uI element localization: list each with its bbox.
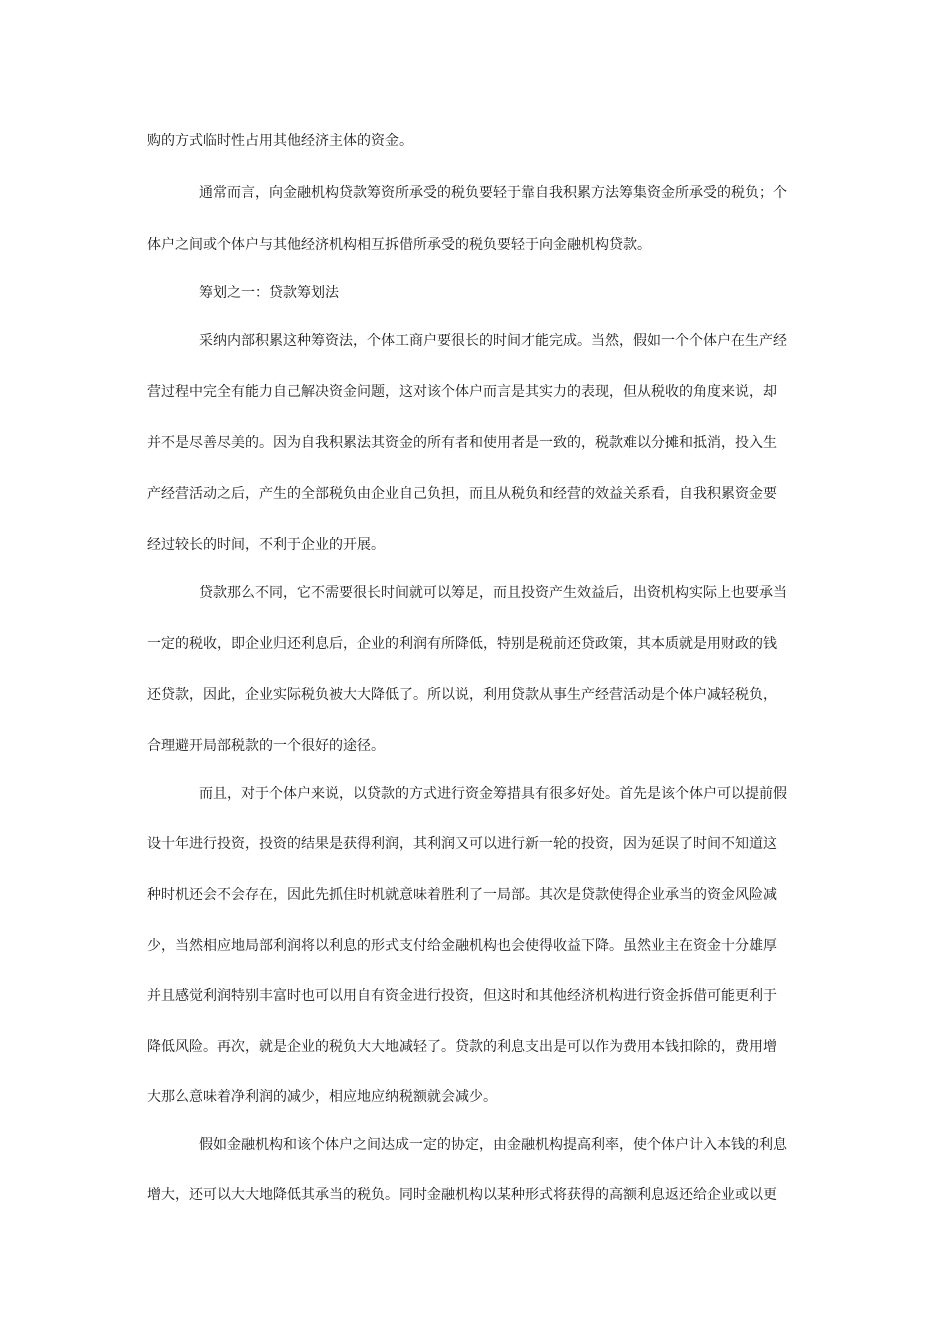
text-line: 种时机还会不会存在，因此先抓住时机就意味着胜利了一局部。其次是贷款使得企业承当的资金风险减 xyxy=(147,887,777,903)
text-line: 假如金融机构和该个体户之间达成一定的协定，由金融机构提高利率，使个体户计入本钱的利息 xyxy=(199,1137,787,1153)
text-line: 一定的税收，即企业归还利息后，企业的利润有所降低，特别是税前还贷政策，其本质就是用财政的钱 xyxy=(147,636,777,652)
section-heading: 筹划之一：贷款筹划法 xyxy=(199,285,339,301)
text-line: 体户之间或个体户与其他经济机构相互拆借所承受的税负要轻于向金融机构贷款。 xyxy=(147,237,651,253)
text-line: 通常而言，向金融机构贷款筹资所承受的税负要轻于靠自我积累方法筹集资金所承受的税负；个 xyxy=(199,185,787,201)
text-line: 还贷款，因此，企业实际税负被大大降低了。所以说，利用贷款从事生产经营活动是个体户减轻税负， xyxy=(147,687,777,703)
text-line: 大那么意味着净利润的减少，相应地应纳税额就会减少。 xyxy=(147,1089,497,1105)
text-line: 营过程中完全有能力自己解决资金问题，这对该个体户而言是其实力的表现，但从税收的角度来说，却 xyxy=(147,384,777,400)
text-line: 而且，对于个体户来说，以贷款的方式进行资金筹措具有很多好处。首先是该个体户可以提前假 xyxy=(199,786,787,802)
text-line: 增大，还可以大大地降低其承当的税负。同时金融机构以某种形式将获得的高额利息返还给企业或以更 xyxy=(147,1187,777,1203)
text-line: 经过较长的时间，不利于企业的开展。 xyxy=(147,537,385,553)
text-line: 合理避开局部税款的一个很好的途径。 xyxy=(147,738,385,754)
text-line: 贷款那么不同，它不需要很长时间就可以筹足，而且投资产生效益后，出资机构实际上也要承当 xyxy=(199,585,787,601)
text-line: 产经营活动之后，产生的全部税负由企业自己负担，而且从税负和经营的效益关系看，自我积累资金要 xyxy=(147,486,777,502)
text-line: 并且感觉利润特别丰富时也可以用自有资金进行投资，但这时和其他经济机构进行资金拆借可能更利于 xyxy=(147,988,777,1004)
text-line: 设十年进行投资，投资的结果是获得利润，其利润又可以进行新一轮的投资，因为延误了时间不知道这 xyxy=(147,836,777,852)
text-line: 降低风险。再次，就是企业的税负大大地减轻了。贷款的利息支出是可以作为费用本钱扣除的，费用增 xyxy=(147,1039,777,1055)
text-line: 并不是尽善尽美的。因为自我积累法其资金的所有者和使用者是一致的，税款难以分摊和抵消，投入生 xyxy=(147,435,777,451)
text-line: 少，当然相应地局部利润将以利息的形式支付给金融机构也会使得收益下降。虽然业主在资金十分雄厚 xyxy=(147,938,777,954)
text-line: 购的方式临时性占用其他经济主体的资金。 xyxy=(147,133,413,149)
text-line: 采纳内部积累这种筹资法，个体工商户要很长的时间才能完成。当然，假如一个个体户在生产经 xyxy=(199,333,787,349)
